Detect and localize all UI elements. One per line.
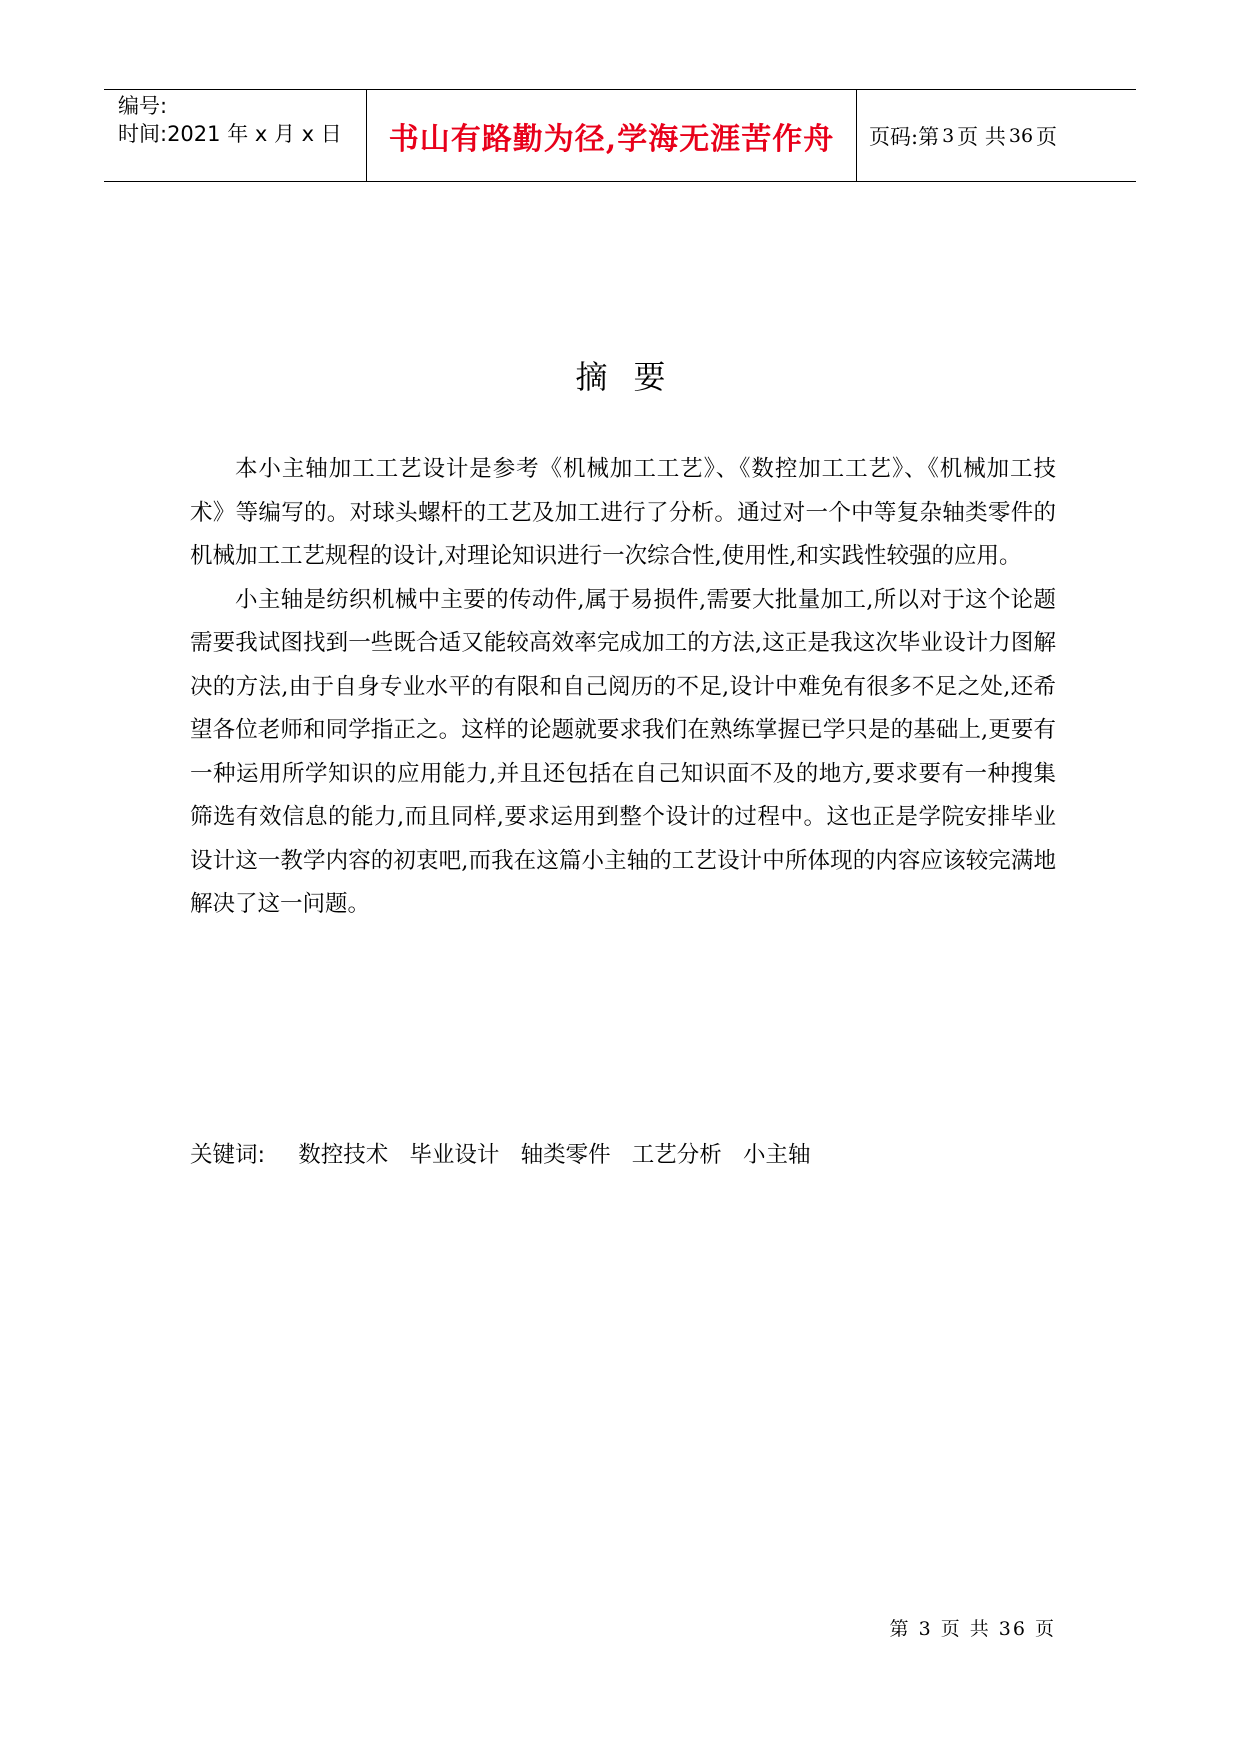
keywords-label: 关键词: [190, 1142, 266, 1168]
header-page-suffix: 页 [1036, 124, 1058, 149]
abstract-body [190, 448, 1056, 927]
header-number-label: 编号: [118, 94, 168, 118]
header-page-prefix: 页码:第 [869, 124, 940, 149]
keyword-item: 毕业设计 [409, 1142, 500, 1168]
header-page-total: 36 [1008, 124, 1034, 147]
header-meta [104, 90, 367, 181]
header-page-mid: 页 共 [957, 124, 1006, 149]
abstract-paragraph-2: 小主轴是纺织机械中主要的传动件,属于易损件,需要大批量加工,所以对于这个论题需要我试图找到一些既合适又能较高效率完成加工的方法,这正是我这次毕业设计力图解决的方法,由于自身专业水平的有限和自己阅历的不足,设计中难免有很多不足之处,还希望各位老师和同学指正之。这样的论题就要求我们在熟练掌握已学只是的基础上,更要有一种运用所学知识的应用能力,并且还包括在自己知识面不及的地方,要求要有一种搜集筛选有效信息的能力,而且同样,要求运用到整个设计的过程中。这也正是学院安排毕业设计这一教学内容的初衷吧,而我在这篇小主轴的工艺设计中所体现的内容应该较完满地解决了这一问题。 [190, 586, 1056, 917]
keyword-item: 数控技术 [298, 1142, 389, 1168]
header-motto: 书山有路勤为径,学海无涯苦作舟 [367, 90, 857, 181]
header-time-label: 时间:2021 年 x 月 x 日 [118, 122, 342, 146]
header-page-current: 3 [942, 124, 955, 147]
keyword-item: 小主轴 [742, 1142, 811, 1168]
page-footer: 第 3 页 共 36 页 [889, 1618, 1056, 1640]
abstract-paragraph-1: 本小主轴加工工艺设计是参考《机械加工工艺》、《数控加工工艺》、《机械加工技术》等编写的。对球头螺杆的工艺及加工进行了分析。通过对一个中等复杂轴类零件的机械加工工艺规程的设计,对理论知识进行一次综合性,使用性,和实践性较强的应用。 [190, 456, 1056, 569]
header-page-info [857, 90, 1136, 181]
keyword-item: 轴类零件 [520, 1142, 611, 1168]
keyword-item: 工艺分析 [631, 1142, 722, 1168]
page-header [104, 89, 1136, 182]
keywords-line [190, 1137, 824, 1169]
abstract-title: 摘要 [575, 358, 692, 396]
